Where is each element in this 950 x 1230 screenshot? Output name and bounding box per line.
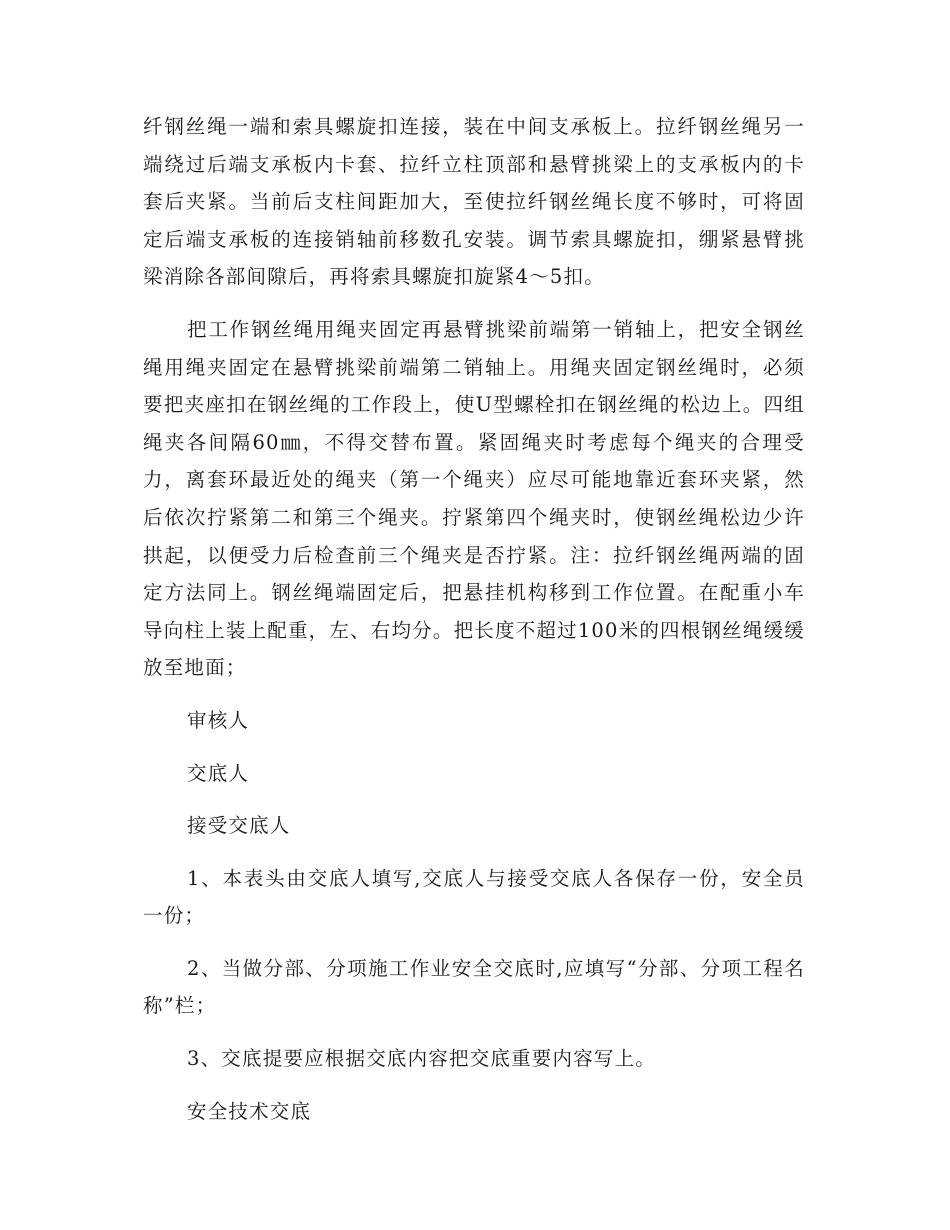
document-page: [143, 108, 805, 1130]
note-item-1: 1、本表头由交底人填写,交底人与接受交底人各保存一份，安全员一份；: [143, 866, 805, 928]
label-briefer: 交底人: [187, 761, 250, 785]
label-briefing-recipient: 接受交底人: [187, 814, 291, 838]
paragraph-wire-rope-tensioning: 纤钢丝绳一端和索具螺旋扣连接，装在中间支承板上。拉纤钢丝绳另一端绕过后端支承板内卡套、拉纤立柱顶部和悬臂挑梁上的支承板内的卡套后夹紧。当前后支柱间距加大，至使拉纤钢丝绳长度不够时，可将固定后端支承板的连接销轴前移数孔安装。调节索具螺旋扣，绷紧悬臂挑梁消除各部间隙后，再将索具螺旋扣旋紧4～5扣。: [143, 115, 805, 289]
label-reviewer: 审核人: [187, 708, 250, 732]
section-heading-safety-briefing: 安全技术交底: [187, 1099, 312, 1123]
paragraph-rope-clamp-fixing: 把工作钢丝绳用绳夹固定再悬臂挑梁前端第一销轴上，把安全钢丝绳用绳夹固定在悬臂挑梁前端第二销轴上。用绳夹固定钢丝绳时，必须要把夹座扣在钢丝绳的工作段上，使U型螺栓扣在钢丝绳的松边上。四组绳夹各间隔60㎜，不得交替布置。紧固绳夹时考虑每个绳夹的合理受力，离套环最近处的绳夹（第一个绳夹）应尽可能地靠近套环夹紧，然后依次拧紧第二和第三个绳夹。拧紧第四个绳夹时，使钢丝绳松边少许拱起，以便受力后检查前三个绳夹是否拧紧。注：拉纤钢丝绳两端的固定方法同上。钢丝绳端固定后，把悬挂机构移到工作位置。在配重小车导向柱上装上配重，左、右均分。把长度不超过100米的四根钢丝绳缓缓放至地面；: [143, 317, 805, 680]
note-item-3: 3、交底提要应根据交底内容把交底重要内容写上。: [187, 1047, 657, 1071]
note-item-2: 2、当做分部、分项施工作业安全交底时,应填写“分部、分项工程名称”栏；: [143, 956, 805, 1018]
